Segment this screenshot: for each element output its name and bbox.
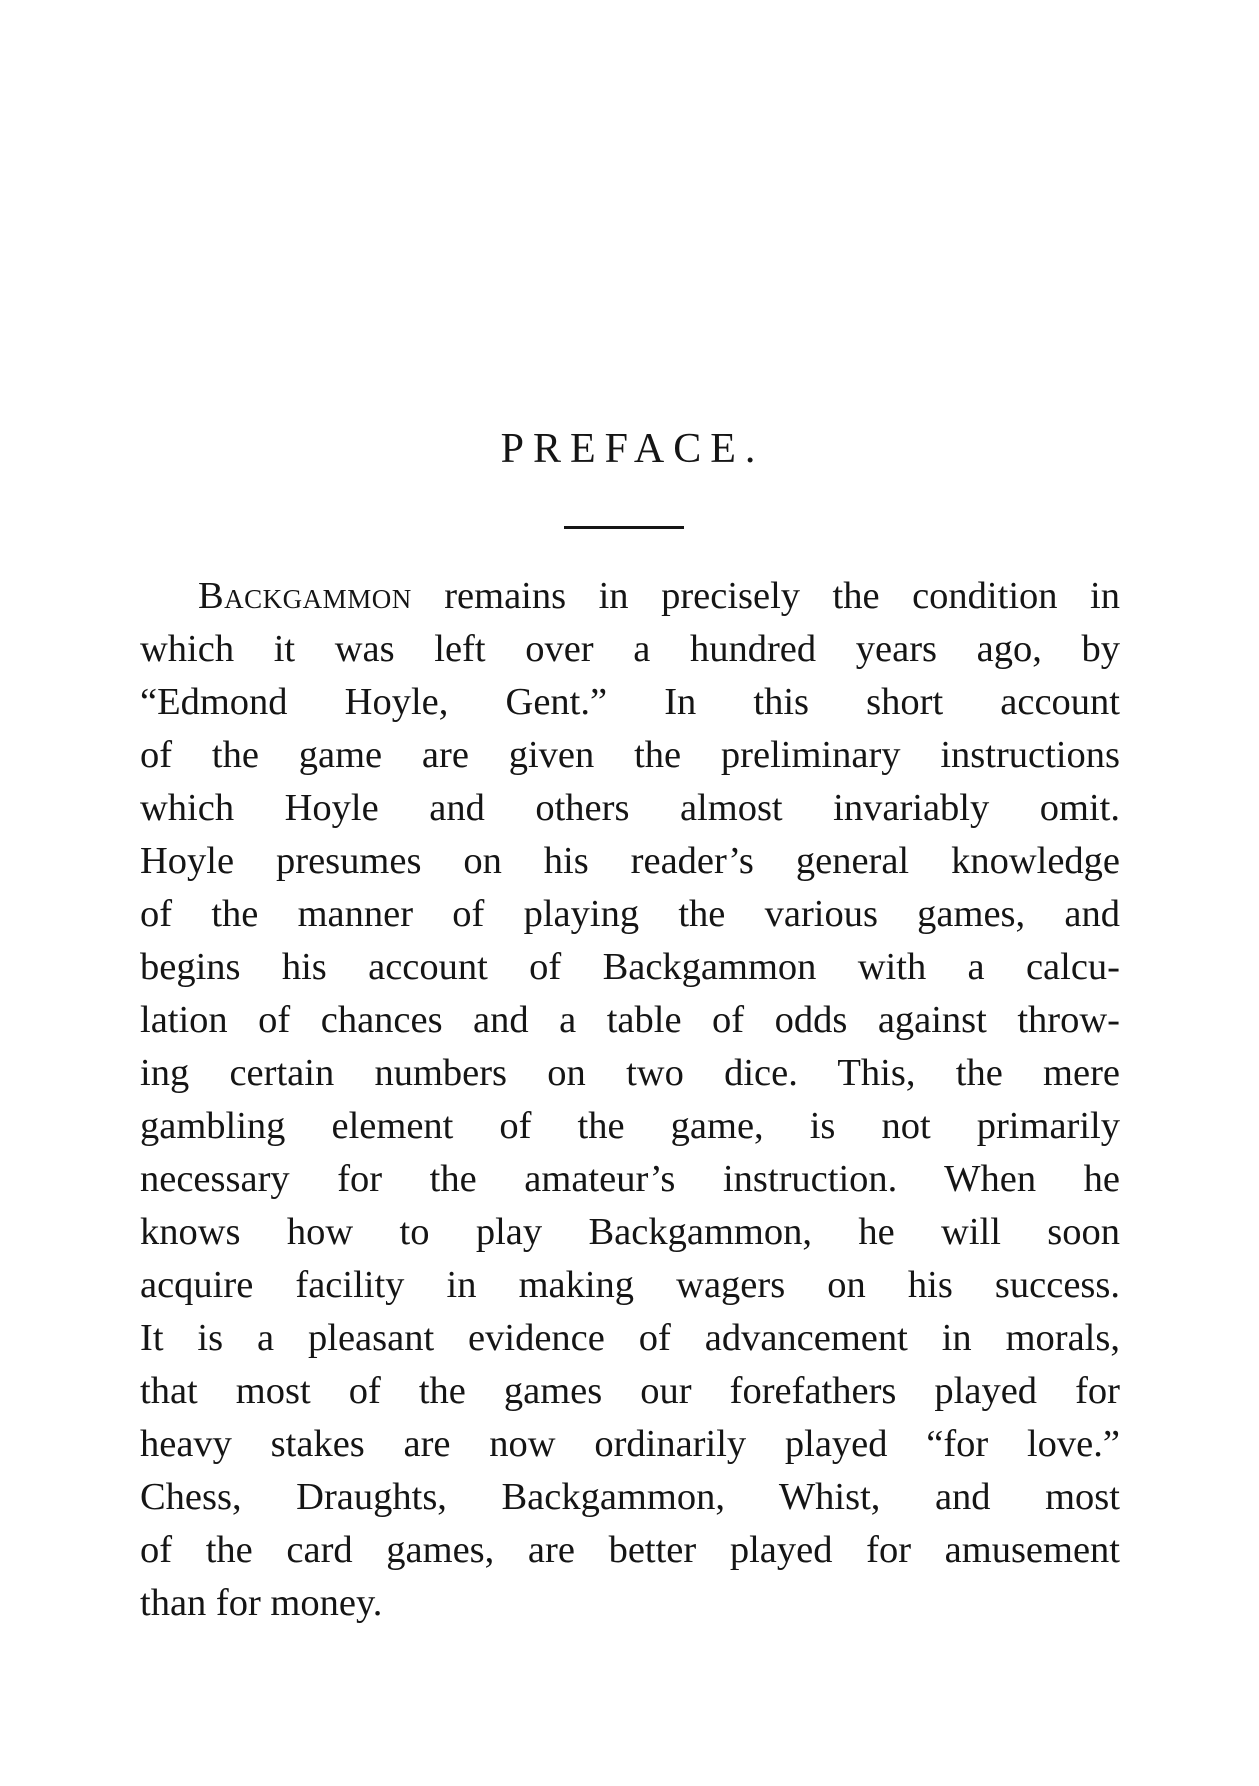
text-line-9: lation of chances and a table of odds against throw- <box>140 999 1120 1041</box>
text-line-7: of the manner of playing the various games, and <box>140 893 1120 935</box>
text-line-6: Hoyle presumes on his reader’s general knowledge <box>140 840 1120 882</box>
text-line-2: which it was left over a hundred years ago, by <box>140 628 1120 670</box>
text-line-8: begins his account of Backgammon with a calcu- <box>140 946 1120 988</box>
preface-paragraph <box>140 570 1120 1630</box>
title-rule <box>564 526 684 529</box>
text-line-20: than for money. <box>140 1582 383 1624</box>
text-line-13: knows how to play Backgammon, he will soon <box>140 1211 1120 1253</box>
text-line-4: of the game are given the preliminary instructions <box>140 734 1120 776</box>
text-line-17: heavy stakes are now ordinarily played “for love.” <box>140 1423 1120 1465</box>
text-line-18: Chess, Draughts, Backgammon, Whist, and most <box>140 1476 1120 1518</box>
text-line-14: acquire facility in making wagers on his success. <box>140 1264 1120 1306</box>
page-title: PREFACE. <box>500 426 765 472</box>
text-line-1-rest: remains in precisely the condition in <box>411 575 1120 617</box>
lead-word: Backgammon <box>198 575 412 617</box>
text-line-16: that most of the games our forefathers played for <box>140 1370 1120 1412</box>
text-line-19: of the card games, are better played for amusement <box>140 1529 1120 1571</box>
text-line-12: necessary for the amateur’s instruction. When he <box>140 1158 1120 1200</box>
text-line-5: which Hoyle and others almost invariably omit. <box>140 787 1120 829</box>
text-line-3: “Edmond Hoyle, Gent.” In this short account <box>140 681 1120 723</box>
text-line-1 <box>140 570 1120 623</box>
text-line-10: ing certain numbers on two dice. This, the mere <box>140 1052 1120 1094</box>
text-line-11: gambling element of the game, is not primarily <box>140 1105 1120 1147</box>
text-line-15: It is a pleasant evidence of advancement in morals, <box>140 1317 1120 1359</box>
